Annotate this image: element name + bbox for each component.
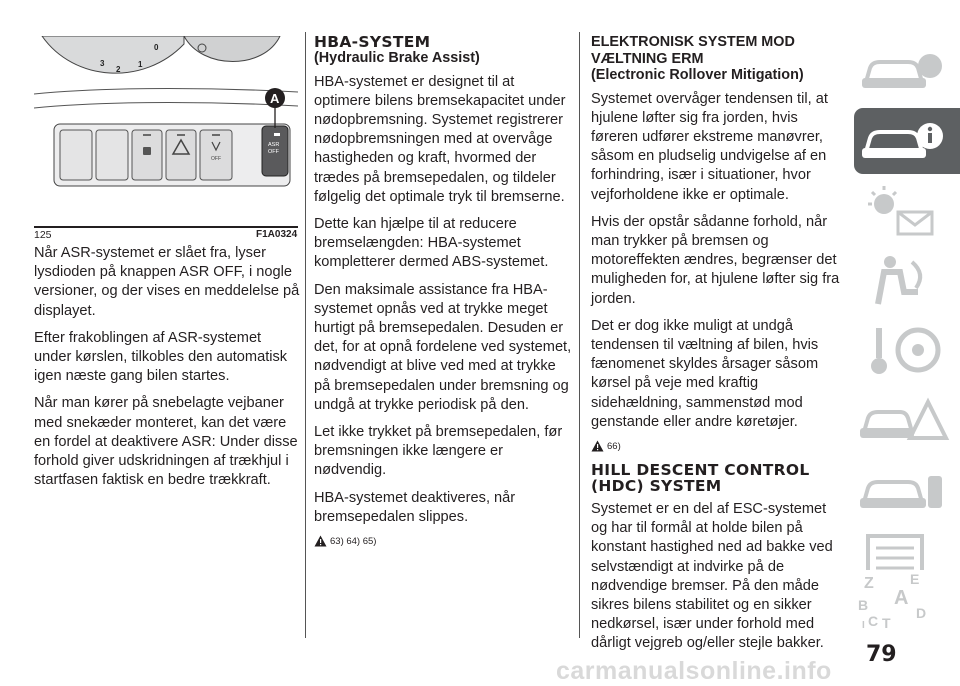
column-divider: [305, 32, 306, 638]
paragraph: Let ikke trykket på bremsepedalen, før bremsningen ikke længere er nødvendig.: [314, 423, 563, 479]
index-letter: T: [882, 615, 891, 631]
car-service-icon: [854, 458, 960, 524]
index-letter: I: [862, 620, 865, 631]
car-warning-triangle-icon: [854, 388, 960, 454]
figure-number: 125: [34, 229, 52, 241]
dial-number: 2: [116, 65, 121, 74]
dial-number: 3: [100, 59, 105, 68]
paragraph: Systemet er en del af ESC-systemet og har til formål at holde bilen på konstant hastighed ned ad bakke ved selvstændigt at indvirke på de nødvendige bremser. På den måde sikres bilens stabilitet og en sikker nedkørsel, især under forhold med dårligt vejgreb og/eller stejle bakker.: [591, 500, 833, 652]
paragraph: Efter frakoblingen af ASR-systemet under kørslen, tilkobles den automatisk igen næste gang bilen startes.: [34, 329, 288, 385]
index-letter: A: [894, 587, 909, 609]
index-letter: C: [868, 613, 879, 629]
warning-triangle-icon: [314, 535, 327, 547]
warning-reference: [314, 535, 572, 547]
tab-index[interactable]: [854, 570, 960, 632]
car-info-icon: [854, 108, 960, 174]
index-letter: E: [910, 571, 920, 587]
paragraph: HBA-systemet deaktiveres, når bremsepedalen slippes.: [314, 489, 516, 525]
section-title: ELEKTRONISK SYSTEM MOD VÆLTNING ERM: [591, 34, 795, 67]
paragraph: Den maksimale assistance fra HBA-systemet opnås ved at trykke meget hurtigt på bremsepedalen. Desuden er det, for at opnå fordelene ved systemet, nødvendigt at blive ved med at trykke på bremsepedalen under bremsning og undgå at trykke periodisk på den.: [314, 281, 572, 413]
section-title: HBA-SYSTEM: [314, 33, 431, 51]
tab-car-info-active[interactable]: [854, 108, 960, 174]
column-2: [314, 34, 572, 557]
svg-text:OFF: OFF: [211, 156, 221, 162]
warning-triangle-icon: [591, 440, 604, 452]
callout-label: A: [270, 91, 280, 106]
index-letter: B: [858, 597, 869, 613]
index-letter: D: [916, 605, 927, 621]
tab-safety[interactable]: [854, 248, 960, 314]
column-3: [591, 34, 841, 662]
paragraph: Når ASR-systemet er slået fra, lyser lysdioden på knappen ASR OFF, i nogle versioner, og der vises en meddelelse på displayet.: [34, 245, 300, 319]
car-info-icon: [854, 38, 960, 104]
paragraph: HBA-systemet er designet til at optimere bilens bremsekapacitet under nødopbremsning. Systemet registrerer nødopbremsningen med at overvåge hastigheden og kraft, hvormed der trædes på bremsepedalen, og tildeler følgelig det optimale tryk til bremserne.: [314, 73, 566, 205]
warning-refs: 63) 64) 65): [330, 535, 377, 547]
column-divider: [579, 32, 580, 638]
tab-starting-driving[interactable]: [854, 318, 960, 384]
key-steering-wheel-icon: [854, 318, 960, 384]
section-subtitle: (Electronic Rollover Mitigation): [591, 67, 804, 83]
tab-warning-lights[interactable]: [854, 178, 960, 244]
warning-ref: 66): [607, 440, 621, 452]
dashboard-illustration: [34, 36, 298, 222]
page-number: 79: [866, 642, 897, 667]
figure-code: F1A0324: [256, 229, 298, 240]
warning-light-mail-icon: [854, 178, 960, 244]
tab-maintenance[interactable]: [854, 458, 960, 524]
paragraph: Det er dog ikke muligt at undgå tendensen til væltning af bilen, hvis fænomenet skyldes årsager såsom kørsel på veje med kraftig sidehældning, sammenstød mod genstande eller andre køretøjer.: [591, 317, 819, 430]
asr-label: ASR: [268, 142, 280, 148]
alphabetical-index-icon: [854, 570, 960, 632]
figure: [34, 36, 298, 222]
airbag-seat-icon: [854, 248, 960, 314]
watermark: carmanualsonline.info: [556, 657, 832, 685]
asr-label: OFF: [268, 149, 279, 155]
figure-caption-rule: [34, 226, 298, 228]
warning-reference: [591, 440, 841, 452]
index-letter: Z: [864, 575, 874, 592]
section-subtitle: (Hydraulic Brake Assist): [314, 50, 480, 66]
paragraph: Dette kan hjælpe til at reducere bremselængden: HBA-systemet kompletterer dermed ABS-systemet.: [314, 215, 549, 271]
dial-number: 1: [138, 60, 143, 69]
lock-icon: [143, 147, 151, 155]
tab-emergency[interactable]: [854, 388, 960, 454]
column-1: [34, 244, 300, 498]
dial-number: 0: [154, 43, 159, 52]
paragraph: Når man kører på snebelagte vejbaner med snekæder monteret, kan det være en fordel at deaktivere ASR: Under disse forhold giver udskridningen af trækhjul i startfasen faktisk en bedre trækkraft.: [34, 395, 298, 489]
paragraph: Hvis der opstår sådanne forhold, når man trykker på bremsen og motoreffekten ændres, begrænser det muligheden for, at hjulene løfter sig fra jorden.: [591, 213, 840, 307]
tab-car-info[interactable]: [854, 38, 960, 104]
section-title: HILL DESCENT CONTROL (HDC) SYSTEM: [591, 460, 810, 495]
paragraph: Systemet overvåger tendensen til, at hjulene løfter sig fra jorden, hvis føreren udfører ekstreme manøvrer, såsom en pludselig undvigelse af en forhindring, især i situationer, hvor vejforholdene ikke er optimale.: [591, 90, 828, 203]
